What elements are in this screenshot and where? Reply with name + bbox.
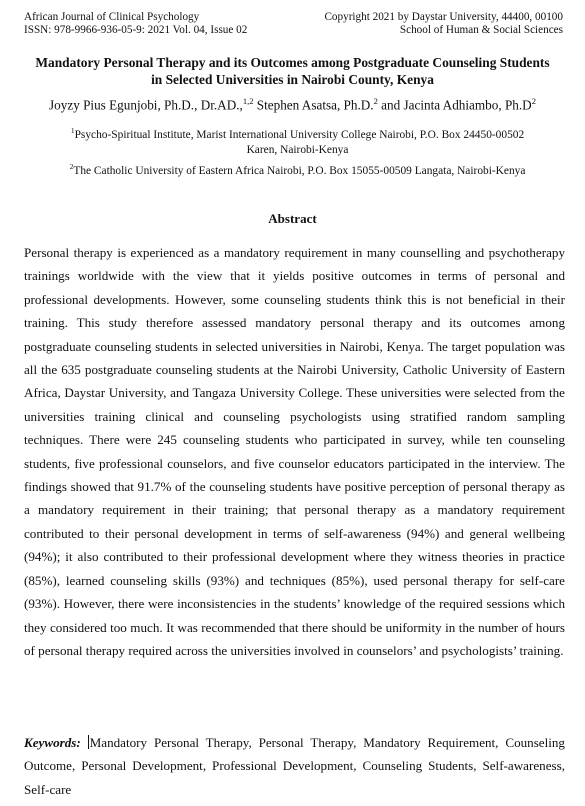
author-1: Joyzy Pius Egunjobi, Ph.D., Dr.AD.,: [49, 97, 243, 113]
title-line-2: in Selected Universities in Nairobi County, Kenya: [151, 72, 434, 87]
keywords-text: Mandatory Personal Therapy, Personal Therapy, Mandatory Requirement, Counseling Outcome, Personal Development, Professional Development, Counseling Students, Self-awareness, Self-care: [24, 735, 565, 797]
paper-title: [22, 54, 563, 88]
author-list: [22, 96, 563, 113]
affiliation-1-line-2: Karen, Nairobi-Kenya: [246, 143, 349, 156]
header-left: [24, 11, 247, 37]
abstract-heading: Abstract: [268, 211, 317, 226]
keywords-section: [24, 731, 565, 801]
affiliation-1-number: 1: [70, 126, 75, 135]
journal-name: African Journal of Clinical Psychology: [24, 11, 200, 23]
header-right: [324, 11, 563, 37]
abstract-body: Personal therapy is experienced as a mandatory requirement in many counselling and psychotherapy trainings worldwide with the view that it yields positive outcomes in terms of personal and professional developments. However, some counseling students think this is not beneficial in their training. This study therefore assessed mandatory personal therapy and its outcomes among postgraduate counseling students in selected universities in Nairobi, Kenya. The target population was all the 635 postgraduate counseling students at the Nairobi University, Catholic University of Eastern Africa, Daystar University, and Tangaza University College. These universities were selected from the universities training clinical and counseling psychologists using stratified random sampling techniques. There were 245 counseling students who participated in survey, while ten counseling students, five professional counselors, and five counselor educators participated in the interview. The findings showed that 91.7% of the counseling students have positive perception of personal therapy as a mandatory requirement in their training; that personal therapy as a mandatory requirement contributed to their personal development in terms of self-awareness (94%) and general wellbeing (94%); it also contributed to their professional development where they witness theories in practice (85%), learned counseling skills (93%) and techniques (85%), used personal therapy for self-care (93%). However, there were inconsistencies in the students’ knowledge of the required sessions which they considered too much. It was recommended that there should be uniformity in the number of hours of personal therapy required across the universities involved in counselors’ and psychologists’ training.: [24, 245, 565, 658]
title-line-1: Mandatory Personal Therapy and its Outcomes among Postgraduate Counseling Students: [35, 55, 550, 70]
author-1-affil: 1,2: [242, 96, 254, 106]
issn-line: ISSN: 978-9966-936-05-9: 2021 Vol. 04, Issue 02: [24, 24, 248, 36]
author-2: Stephen Asatsa, Ph.D.: [253, 97, 374, 113]
keywords-label: Keywords:: [24, 735, 81, 750]
affiliation-2-number: 2: [69, 162, 74, 171]
copyright-line: Copyright 2021 by Daystar University, 44400, 00100: [324, 11, 563, 23]
affiliation-1: [40, 123, 555, 158]
school-line: School of Human & Social Sciences: [399, 24, 563, 36]
affiliation-1-line-1: Psycho-Spiritual Institute, Marist International University College Nairobi, P.O. Box 24450-00502: [74, 128, 525, 141]
text-cursor: [88, 735, 89, 749]
author-2-affil: 2: [373, 96, 378, 106]
author-3: and Jacinta Adhiambo, Ph.D: [377, 97, 532, 113]
author-3-affil: 2: [531, 96, 536, 106]
affiliation-2: [30, 162, 565, 177]
affiliation-2-text: The Catholic University of Eastern Africa Nairobi, P.O. Box 15055-00509 Langata, Nairobi-Kenya: [73, 164, 526, 177]
